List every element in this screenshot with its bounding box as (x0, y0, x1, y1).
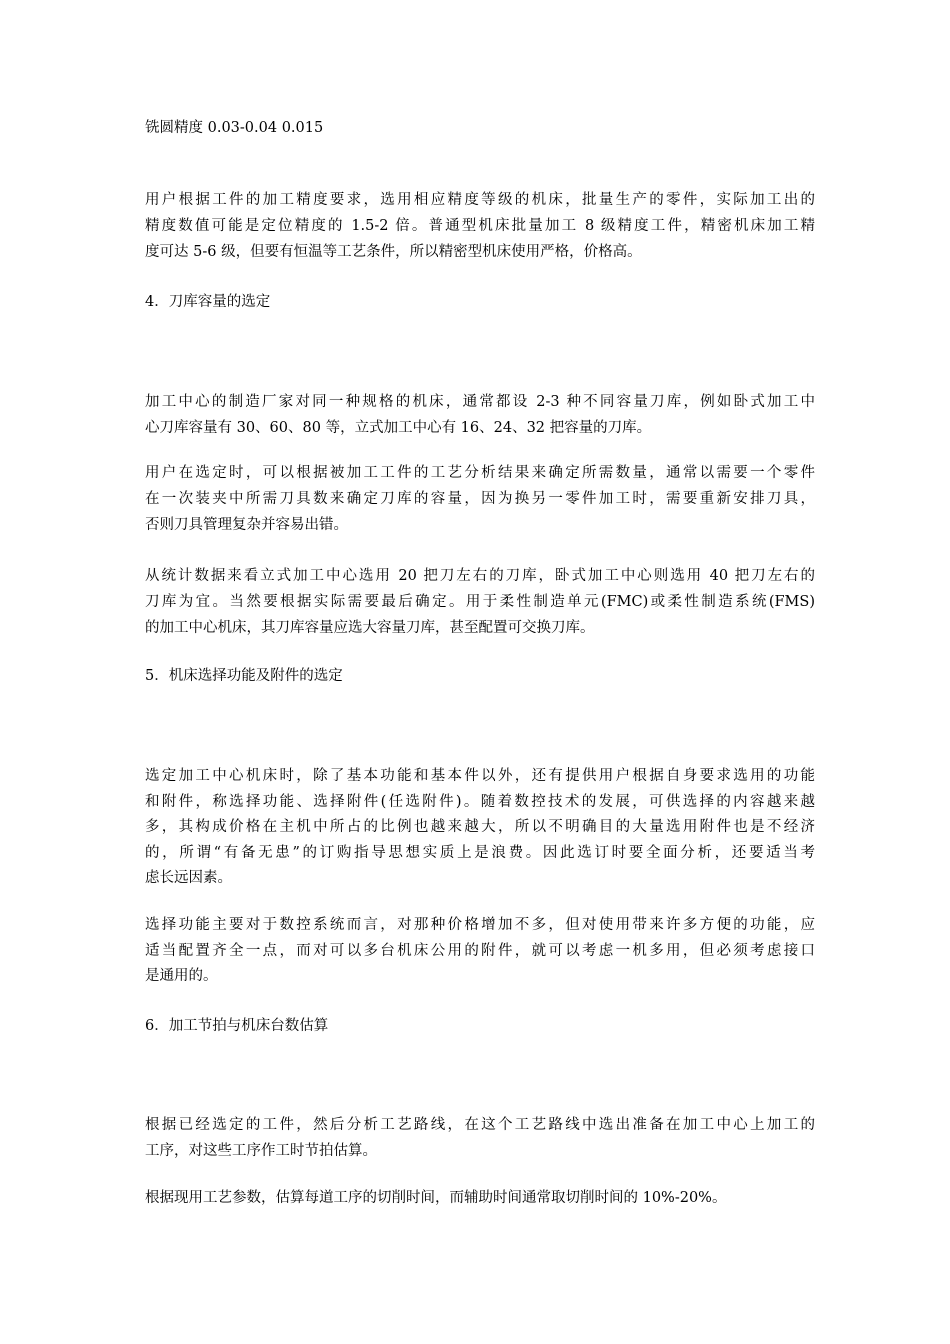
paragraph-line: 是通用的。 (145, 968, 218, 984)
paragraph-line: 的，所谓“有备无患”的订购指导思想实质上是浪费。因此选订时要全面分析，还要适当考 (145, 845, 815, 861)
paragraph-line: 刀库为宜。当然要根据实际需要最后确定。用于柔性制造单元(FMC)或柔性制造系统(FMS) (145, 594, 815, 610)
paragraph-line: 根据已经选定的工件，然后分析工艺路线，在这个工艺路线中选出准备在加工中心上加工的 (145, 1117, 815, 1133)
section-heading: 6．加工节拍与机床台数估算 (145, 1018, 329, 1034)
paragraph-line: 选定加工中心机床时，除了基本功能和基本件以外，还有提供用户根据自身要求选用的功能 (145, 768, 815, 784)
section-heading: 5．机床选择功能及附件的选定 (145, 668, 343, 684)
paragraph-line: 在一次装夹中所需刀具数来确定刀库的容量，因为换另一零件加工时，需要重新安排刀具， (145, 491, 815, 507)
paragraph-line: 否则刀具管理复杂并容易出错。 (145, 517, 348, 533)
paragraph-line: 的加工中心机床，其刀库容量应选大容量刀库，甚至配置可交换刀库。 (145, 620, 595, 636)
paragraph-line: 度可达 5-6 级，但要有恒温等工艺条件，所以精密型机床使用严格，价格高。 (145, 244, 642, 260)
section-heading: 4．刀库容量的选定 (145, 294, 271, 310)
paragraph-line: 工序，对这些工序作工时节拍估算。 (145, 1143, 377, 1159)
paragraph-line: 多，其构成价格在主机中所占的比例也越来越大，所以不明确目的大量选用附件也是不经济 (145, 819, 815, 835)
paragraph-line: 选择功能主要对于数控系统而言，对那种价格增加不多，但对使用带来许多方便的功能，应 (145, 917, 815, 933)
paragraph-line: 适当配置齐全一点，而对可以多台机床公用的附件，就可以考虑一机多用，但必须考虑接口 (145, 943, 815, 959)
spec-line: 铣圆精度 0.03-0.04 0.015 (145, 120, 324, 136)
paragraph-line: 精度数值可能是定位精度的 1.5-2 倍。普通型机床批量加工 8 级精度工件，精密机床加工精 (145, 218, 815, 234)
paragraph-line: 虑长远因素。 (145, 870, 232, 886)
paragraph-line: 和附件，称选择功能、选择附件(任选附件)。随着数控技术的发展，可供选择的内容越来越 (145, 794, 815, 810)
paragraph-line: 心刀库容量有 30、60、80 等，立式加工中心有 16、24、32 把容量的刀库。 (145, 420, 652, 436)
paragraph-line: 用户根据工件的加工精度要求，选用相应精度等级的机床，批量生产的零件，实际加工出的 (145, 192, 815, 208)
paragraph-line: 根据现用工艺参数，估算每道工序的切削时间，而辅助时间通常取切削时间的 10%-20%。 (145, 1190, 727, 1206)
paragraph-line: 用户在选定时，可以根据被加工工件的工艺分析结果来确定所需数量，通常以需要一个零件 (145, 465, 815, 481)
paragraph-line: 加工中心的制造厂家对同一种规格的机床，通常都设 2-3 种不同容量刀库，例如卧式加工中 (145, 394, 815, 410)
paragraph-line: 从统计数据来看立式加工中心选用 20 把刀左右的刀库，卧式加工中心则选用 40 把刀左右的 (145, 568, 815, 584)
